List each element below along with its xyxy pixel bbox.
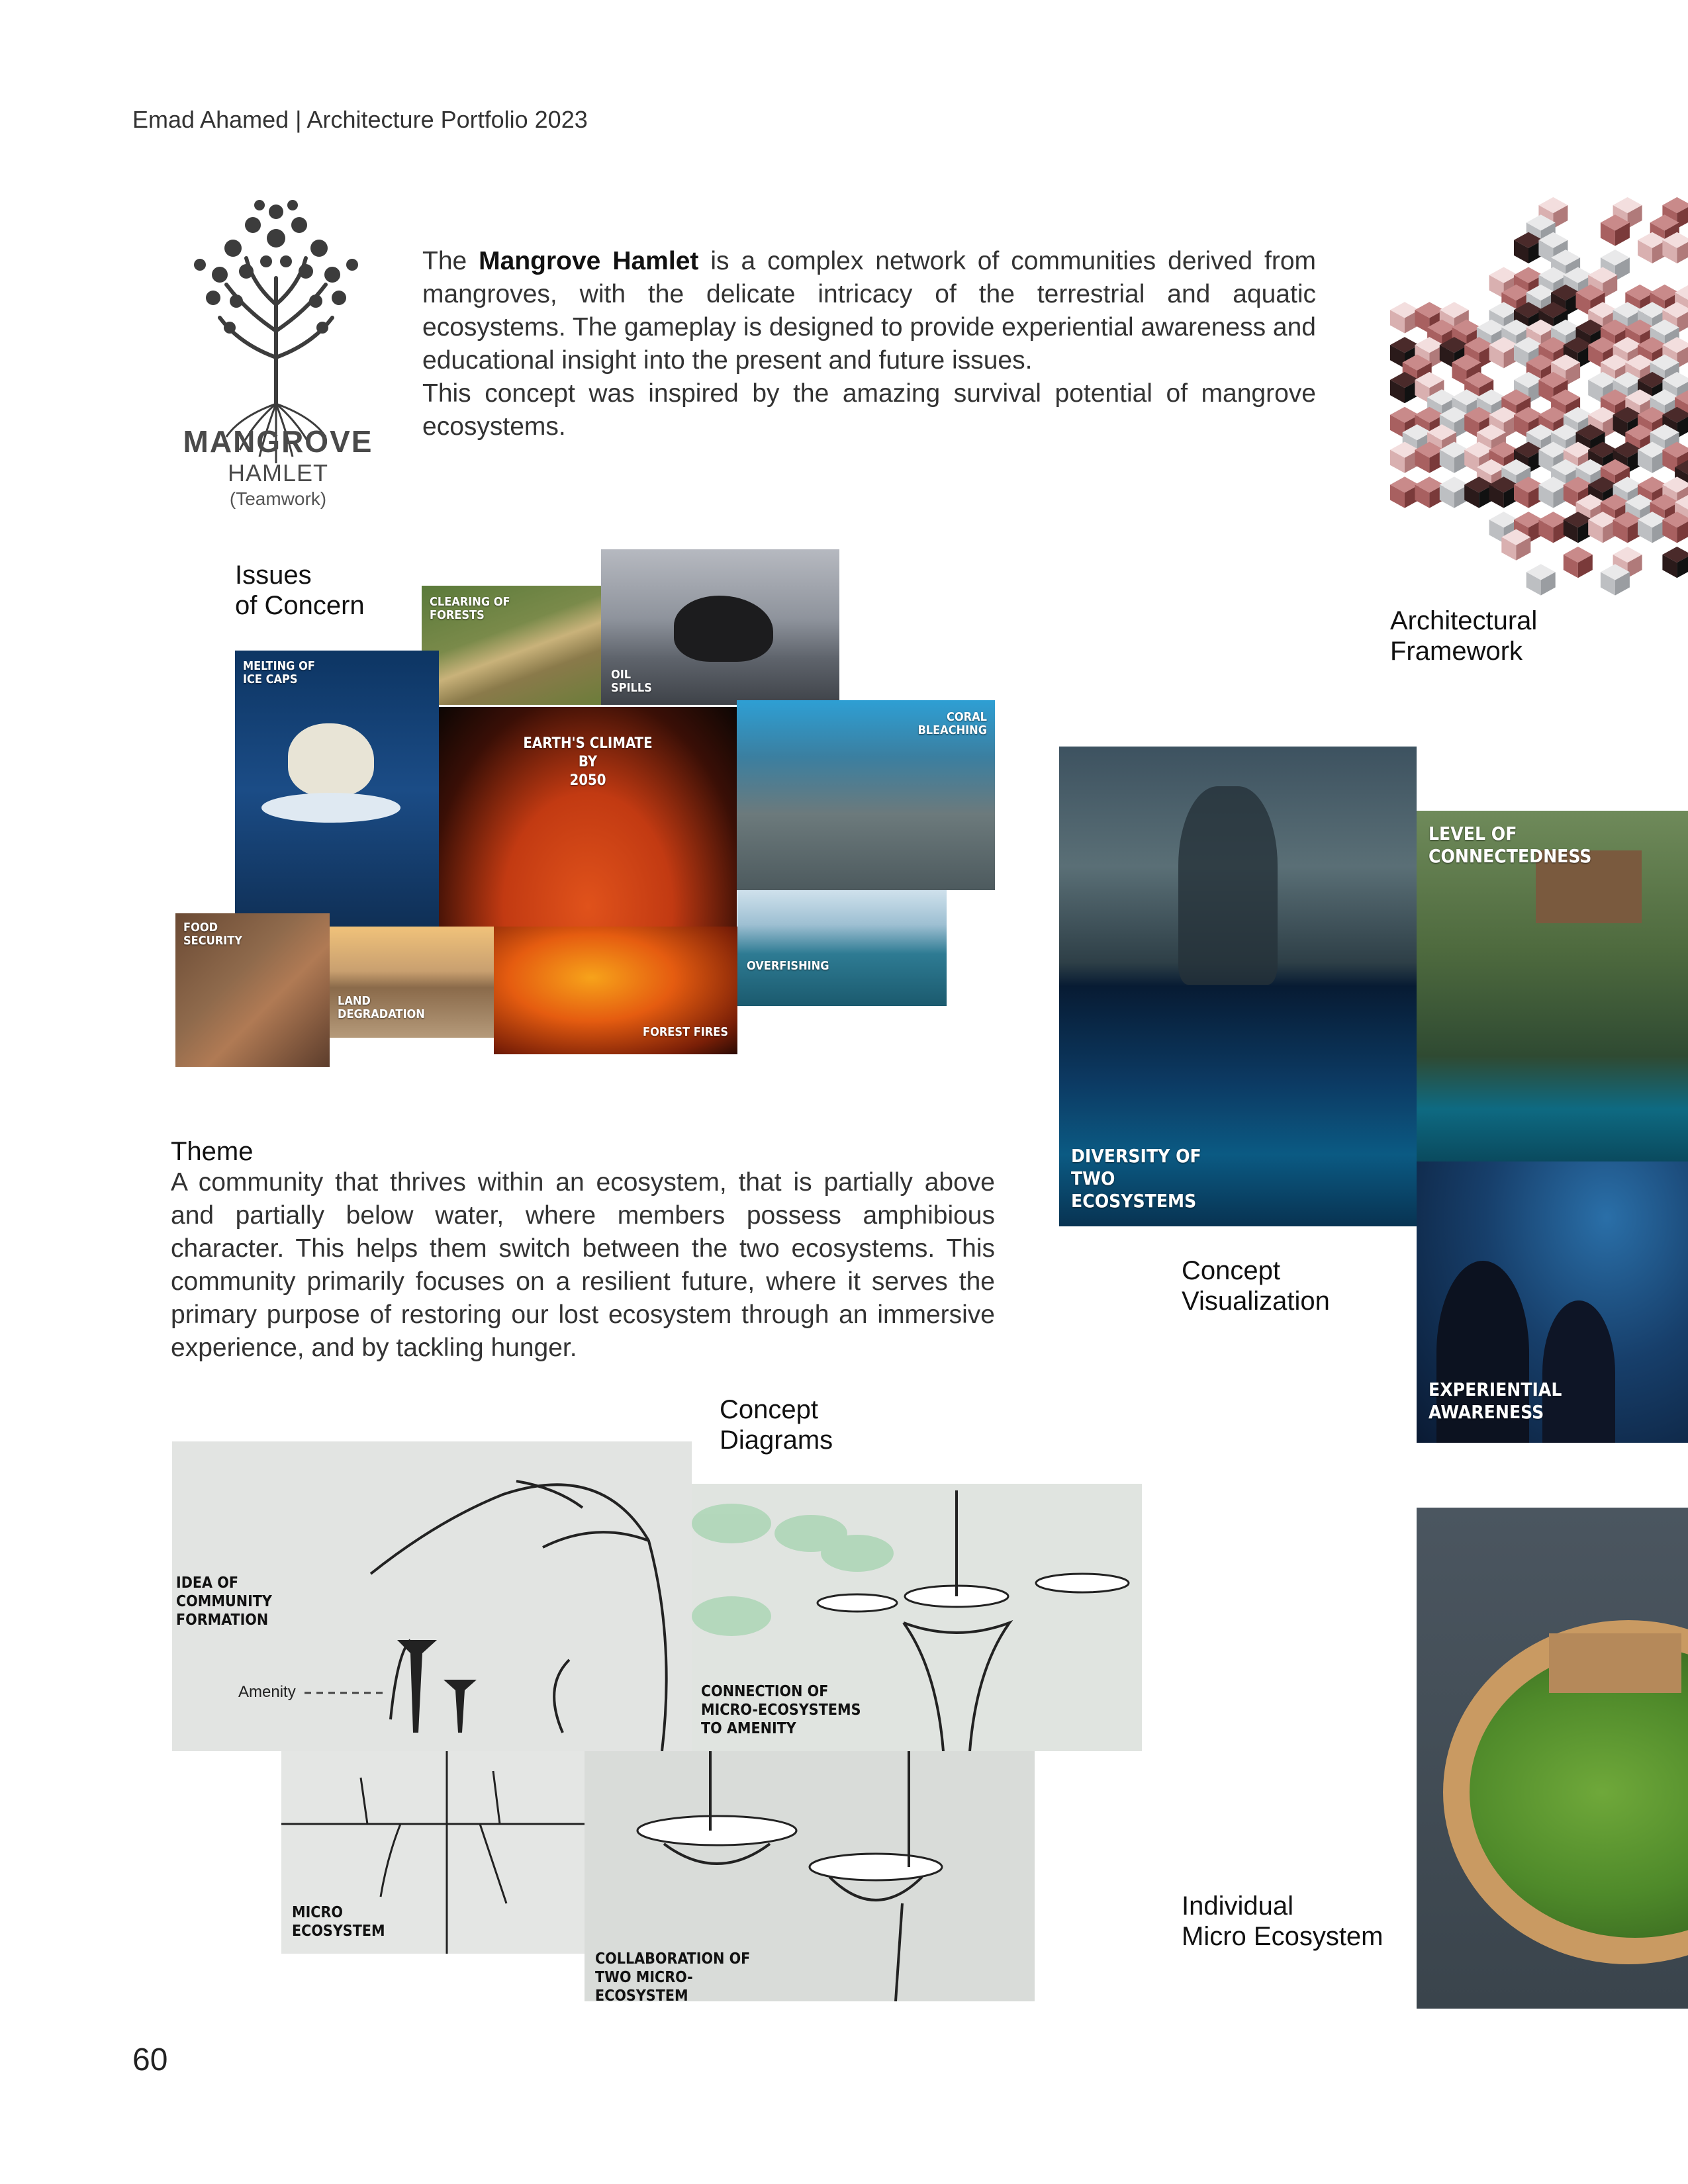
photo-experiential-awareness: EXPERIENTIAL AWARENESS — [1417, 1161, 1688, 1443]
logo-note: (Teamwork) — [229, 488, 327, 509]
project-name: Mangrove Hamlet — [479, 247, 699, 275]
diagram-micro-ecosystem: MICRO ECOSYSTEM — [281, 1751, 585, 1954]
theme-heading: Theme — [171, 1137, 254, 1166]
photo-oil-spills: OIL SPILLS — [601, 549, 839, 705]
photo-earths-climate: EARTH'S CLIMATE BY 2050 — [439, 707, 737, 929]
concept-visualization-heading: Concept Visualization — [1182, 1256, 1330, 1316]
photo-melting-ice-caps: MELTING OF ICE CAPS — [235, 651, 439, 929]
photo-level-of-connectedness: LEVEL OF CONNECTEDNESS — [1417, 811, 1688, 1161]
micro-ecosystem-heading: Individual Micro Ecosystem — [1182, 1891, 1383, 1951]
amenity-label: Amenity — [238, 1683, 296, 1701]
running-header: Emad Ahamed | Architecture Portfolio 2023 — [132, 106, 588, 133]
logo-title: MANGROVE — [183, 424, 373, 459]
photo-clearing-forests: CLEARING OF FORESTS — [422, 586, 602, 705]
photo-diversity-of-two-ecosystems: DIVERSITY OF TWO ECOSYSTEMS — [1059, 747, 1417, 1226]
issues-heading: Issues of Concern — [235, 561, 365, 620]
diagram-collaboration-of-two: COLLABORATION OF TWO MICRO-ECOSYSTEM — [585, 1751, 1035, 2001]
diagram-connection-micro-ecosystems: CONNECTION OF MICRO-ECOSYSTEMS TO AMENITY — [692, 1484, 1142, 1751]
architectural-framework-heading: Architectural Framework — [1390, 606, 1538, 666]
photo-coral-bleaching: CORAL BLEACHING — [737, 700, 995, 890]
photo-food-security: FOOD SECURITY — [175, 913, 330, 1067]
photo-land-degradation: LAND DEGRADATION — [330, 927, 494, 1038]
theme-paragraph: A community that thrives within an ecosystem, that is partially above and partially below water, where members possess amphibious character. This helps them switch between the two ecosystems. This community primarily focuses on a resilient future, where it serves the primary purpose of restoring our lost ecosystem through an immersive experience, and by tackling hunger. — [171, 1168, 995, 1362]
photo-overfishing: OVERFISHING — [737, 890, 947, 1006]
intro-paragraph: The Mangrove Hamlet is a complex network of communities derived from mangroves, with the delicate intricacy of the terrestrial and aquatic ecosystems. The gameplay is designed to provide experiential awareness and educational insight into the present and future issues. This concept was inspired by the amazing survival potential of mangrove ecosystems. — [422, 247, 1316, 441]
photo-individual-micro-ecosystem — [1417, 1508, 1688, 2009]
page-number: 60 — [132, 2042, 168, 2077]
diagram-community-formation: IDEA OF COMMUNITY FORMATION Amenity — [172, 1441, 692, 1751]
photo-forest-fires: FOREST FIRES — [494, 927, 737, 1054]
logo-subtitle: HAMLET — [227, 459, 329, 486]
concept-diagrams-heading: Concept Diagrams — [720, 1395, 833, 1455]
